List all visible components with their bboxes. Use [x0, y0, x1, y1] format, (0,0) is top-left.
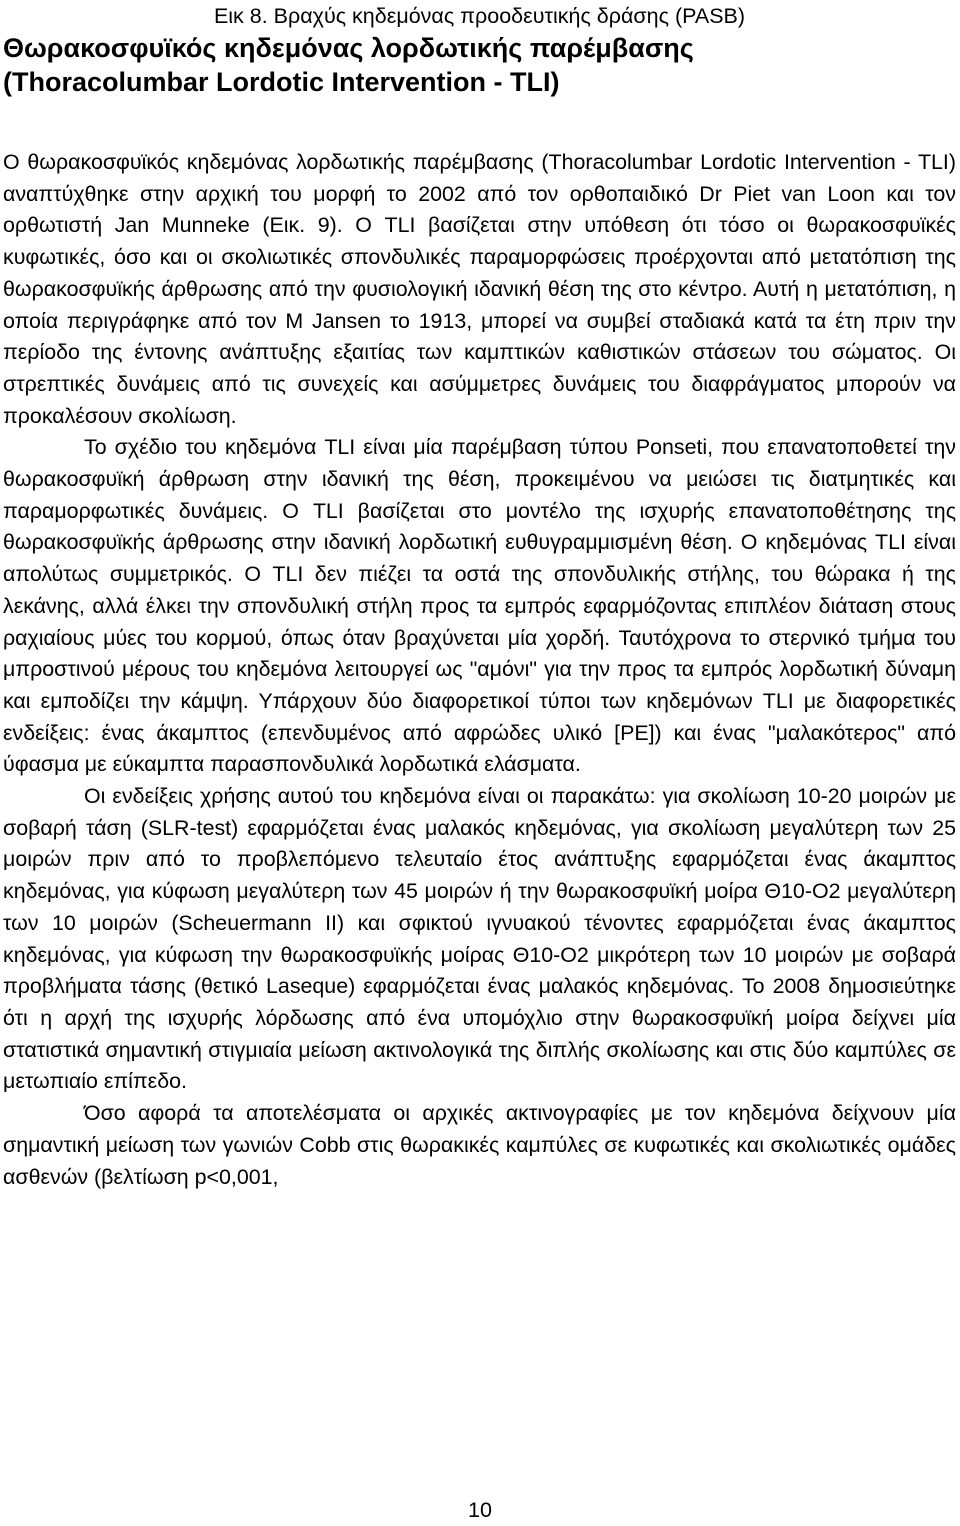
paragraph-intro: Ο θωρακοσφυϊκός κηδεμόνας λορδωτικής παρέμβασης (Thoracolumbar Lordotic Intervention - TLI) αναπτύχθηκε στην αρχική του μορφή το 2002 από τον ορθοπαιδικό Dr Piet van Loon και τον ορθωτιστή Jan Munneke (Εικ. 9). Ο TLI βασίζεται στην υπόθεση ότι τόσο οι θωρακοσφυϊκές κυφωτικές, όσο και οι σκολιωτικές σπονδυλικές παραμορφώσεις προέρχονται από μετατόπιση της θωρακοσφυϊκής άρθρωσης από την φυσιολογική ιδανική θέση της στο κέντρο. Αυτή η μετατόπιση, η οποία περιγράφηκε από τον M Jansen το 1913, μπορεί να συμβεί σταδιακά κατά τα έτη πριν την περίοδο της έντονης ανάπτυξης εξαιτίας των καμπτικών καθιστικών στάσεων του σώματος. Οι στρεπτικές δυνάμεις από τις συνεχείς και ασύμμετρες δυνάμεις του διαφράγματος μπορούν να προκαλέσουν σκολίωση. — [3, 150, 956, 428]
paragraph-results: Όσο αφορά τα αποτελέσματα οι αρχικές ακτινογραφίες με τον κηδεμόνα δείχνουν μία σημαντική μείωση των γωνιών Cobb στις θωρακικές καμπύλες σε κυφωτικές και σκολιωτικές ομάδες ασθενών (βελτίωση p<0,001, — [3, 1101, 956, 1189]
paragraph-design: Το σχέδιο του κηδεμόνα TLI είναι μία παρέμβαση τύπου Ponseti, που επανατοποθετεί την θωρακοσφυϊκή άρθρωση στην ιδανική της θέση, προκειμένου να μειώσει τις διατμητικές και παραμορφωτικές δυνάμεις. Ο TLI βασίζεται στο μοντέλο της ισχυρής επανατοποθέτησης της θωρακοσφυϊκής άρθρωσης στην ιδανική λορδωτική ευθυγραμμισμένη θέση. Ο κηδεμόνας TLI είναι απολύτως συμμετρικός. Ο TLI δεν πιέζει τα οστά της σπονδυλικής στήλης, του θώρακα ή της λεκάνης, αλλά έλκει την σπονδυλική στήλη προς τα εμπρός εφαρμόζοντας επιπλέον διάταση στους ραχιαίους μύες του κορμού, όπως όταν βραχύνεται μία χορδή. Ταυτόχρονα το στερνικό τμήμα του μπροστινού μέρους του κηδεμόνα λειτουργεί ως "αμόνι" για την προς τα εμπρός λορδωτική δύναμη και εμποδίζει την κάμψη. Υπάρχουν δύο διαφορετικοί τύποι των κηδεμόνων TLI με διαφορετικές ενδείξεις: ένας άκαμπτος (επενδυμένος από αφρώδες υλικό [PE]) και ένας "μαλακότερος" από ύφασμα με εύκαμπτα παρασπονδυλικά λορδωτικά ελάσματα. — [3, 435, 956, 777]
paragraph-indications: Οι ενδείξεις χρήσης αυτού του κηδεμόνα είναι οι παρακάτω: για σκολίωση 10-20 μοιρών με σοβαρή τάση (SLR-test) εφαρμόζεται ένας μαλακός κηδεμόνας, για σκολίωση μεγαλύτερη των 25 μοιρών πριν από το προβλεπόμενο τελευταίο έτος ανάπτυξης εφαρμόζεται ένας άκαμπτος κηδεμόνας, για κύφωση μεγαλύτερη των 45 μοιρών ή την θωρακοσφυϊκή μοίρα Θ10-Ο2 μεγαλύτερη των 10 μοιρών (Scheuermann II) και σφικτού ιγνυακού τένοντες εφαρμόζεται ένας άκαμπτος κηδεμόνας, για κύφωση την θωρακοσφυϊκής μοίρας Θ10-Ο2 μικρότερη των 10 μοιρών με σοβαρά προβλήματα τάσης (θετικό Laseque) εφαρμόζεται ένας μαλακός κηδεμόνας. Το 2008 δημοσιεύτηκε ότι η αρχή της ισχυρής λόρδωσης από ένα υπομόχλιο στην θωρακοσφυϊκή μοίρα δείχνει μία στατιστικά σημαντική στιγμιαία μείωση ακτινολογικά της διπλής σκολίωσης και στις δύο καμπύλες σε μετωπιαίο επίπεδο. — [3, 784, 956, 1094]
section-title — [3, 31, 956, 99]
page-number: 10 — [468, 1498, 492, 1522]
body-text — [3, 147, 956, 1193]
section-title-line-1: Θωρακοσφυϊκός κηδεμόνας λορδωτικής παρέμβασης — [3, 33, 694, 63]
document-page — [3, 0, 956, 1193]
figure-caption: Εικ 8. Βραχύς κηδεμόνας προοδευτικής δράσης (PASB) — [213, 4, 746, 28]
section-title-line-2: (Thoracolumbar Lordotic Intervention - TLI) — [3, 67, 560, 97]
